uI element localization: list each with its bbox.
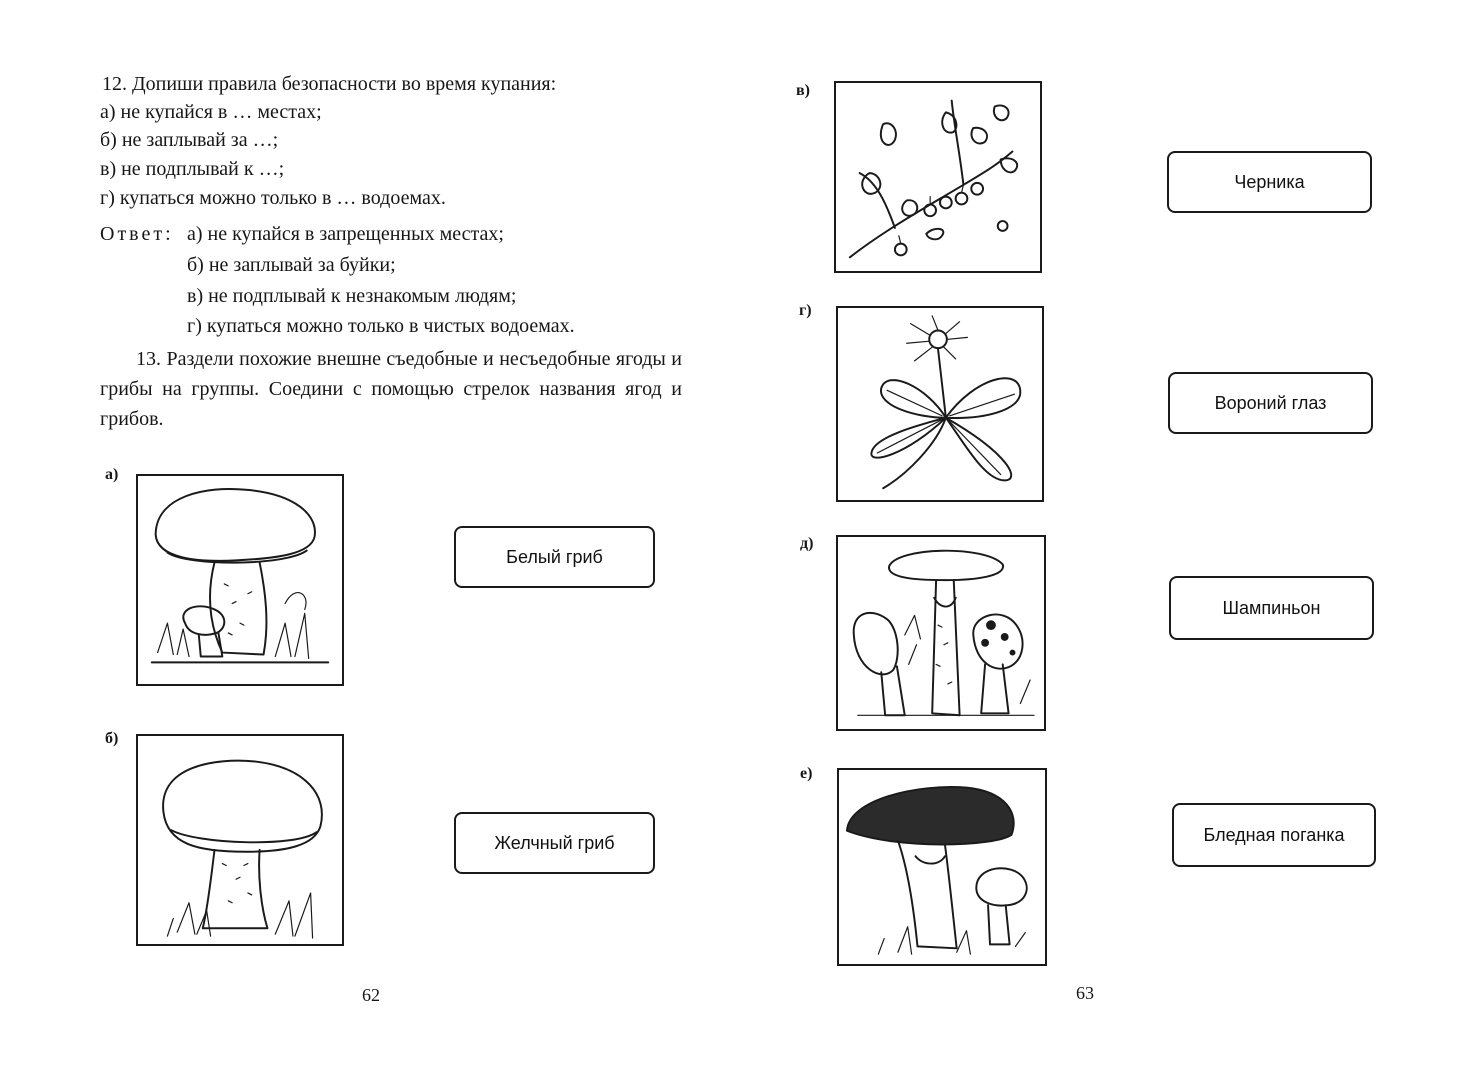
task12-heading: 12. Допиши правила безопасности во время купания: [102, 73, 557, 95]
name-box-blueberry[interactable] [1167, 151, 1372, 213]
death-cap-picture [837, 768, 1047, 966]
page-number-left: 62 [362, 985, 380, 1005]
bitter-bolete-icon [138, 736, 342, 944]
card-letter-a: а) [105, 466, 119, 483]
name-box-death-cap[interactable] [1172, 803, 1376, 867]
bitter-bolete-picture [136, 734, 344, 946]
name-box-champignon[interactable] [1169, 576, 1374, 640]
name-box-white-mushroom[interactable] [454, 526, 655, 588]
herb-paris-picture [836, 306, 1044, 502]
left-page [0, 0, 730, 1080]
card-letter-d: д) [800, 535, 814, 552]
name-box-label: Вороний глаз [1214, 392, 1327, 413]
name-box-label: Шампиньон [1222, 597, 1321, 618]
page-number-right: 63 [1076, 983, 1094, 1003]
answer-a: а) не купайся в запрещенных местах; [187, 223, 504, 245]
porcini-mushroom-icon [138, 476, 342, 684]
amanita-champignon-icon [838, 537, 1044, 729]
porcini-mushroom-picture [136, 474, 344, 686]
task13-text: 13. Раздели похожие внешне съедобные и несъедобные ягоды и грибы на группы. Соедини с помощью стрелок названия ягод и грибов. [100, 348, 682, 430]
card-letter-v: в) [796, 82, 810, 99]
answer-label: Ответ: [100, 223, 174, 245]
name-box-label: Белый гриб [506, 546, 603, 567]
answer-c: в) не подплывай к незнакомым людям; [187, 285, 517, 307]
name-box-label: Желчный гриб [494, 832, 615, 853]
blueberry-picture [834, 81, 1042, 273]
right-page [730, 0, 1462, 1080]
name-box-label: Бледная поганка [1203, 824, 1345, 845]
task12-item-b: б) не заплывай за …; [100, 129, 279, 151]
card-letter-e: е) [800, 765, 813, 782]
card-letter-g: г) [799, 302, 812, 319]
name-box-label: Черника [1234, 171, 1305, 192]
herb-paris-icon [838, 308, 1042, 500]
answer-b: б) не заплывай за буйки; [187, 254, 396, 276]
blueberry-branch-icon [836, 83, 1040, 271]
answer-d: г) купаться можно только в чистых водоемах. [187, 315, 575, 337]
task12-item-d: г) купаться можно только в … водоемах. [100, 187, 446, 209]
name-box-herb-paris[interactable] [1168, 372, 1373, 434]
amanita-champignon-picture [836, 535, 1046, 731]
name-box-bitter-mushroom[interactable] [454, 812, 655, 874]
task12-item-c: в) не подплывай к …; [100, 158, 285, 180]
task12-item-a: а) не купайся в … местах; [100, 101, 322, 123]
death-cap-icon [839, 770, 1045, 964]
card-letter-b: б) [105, 730, 119, 747]
